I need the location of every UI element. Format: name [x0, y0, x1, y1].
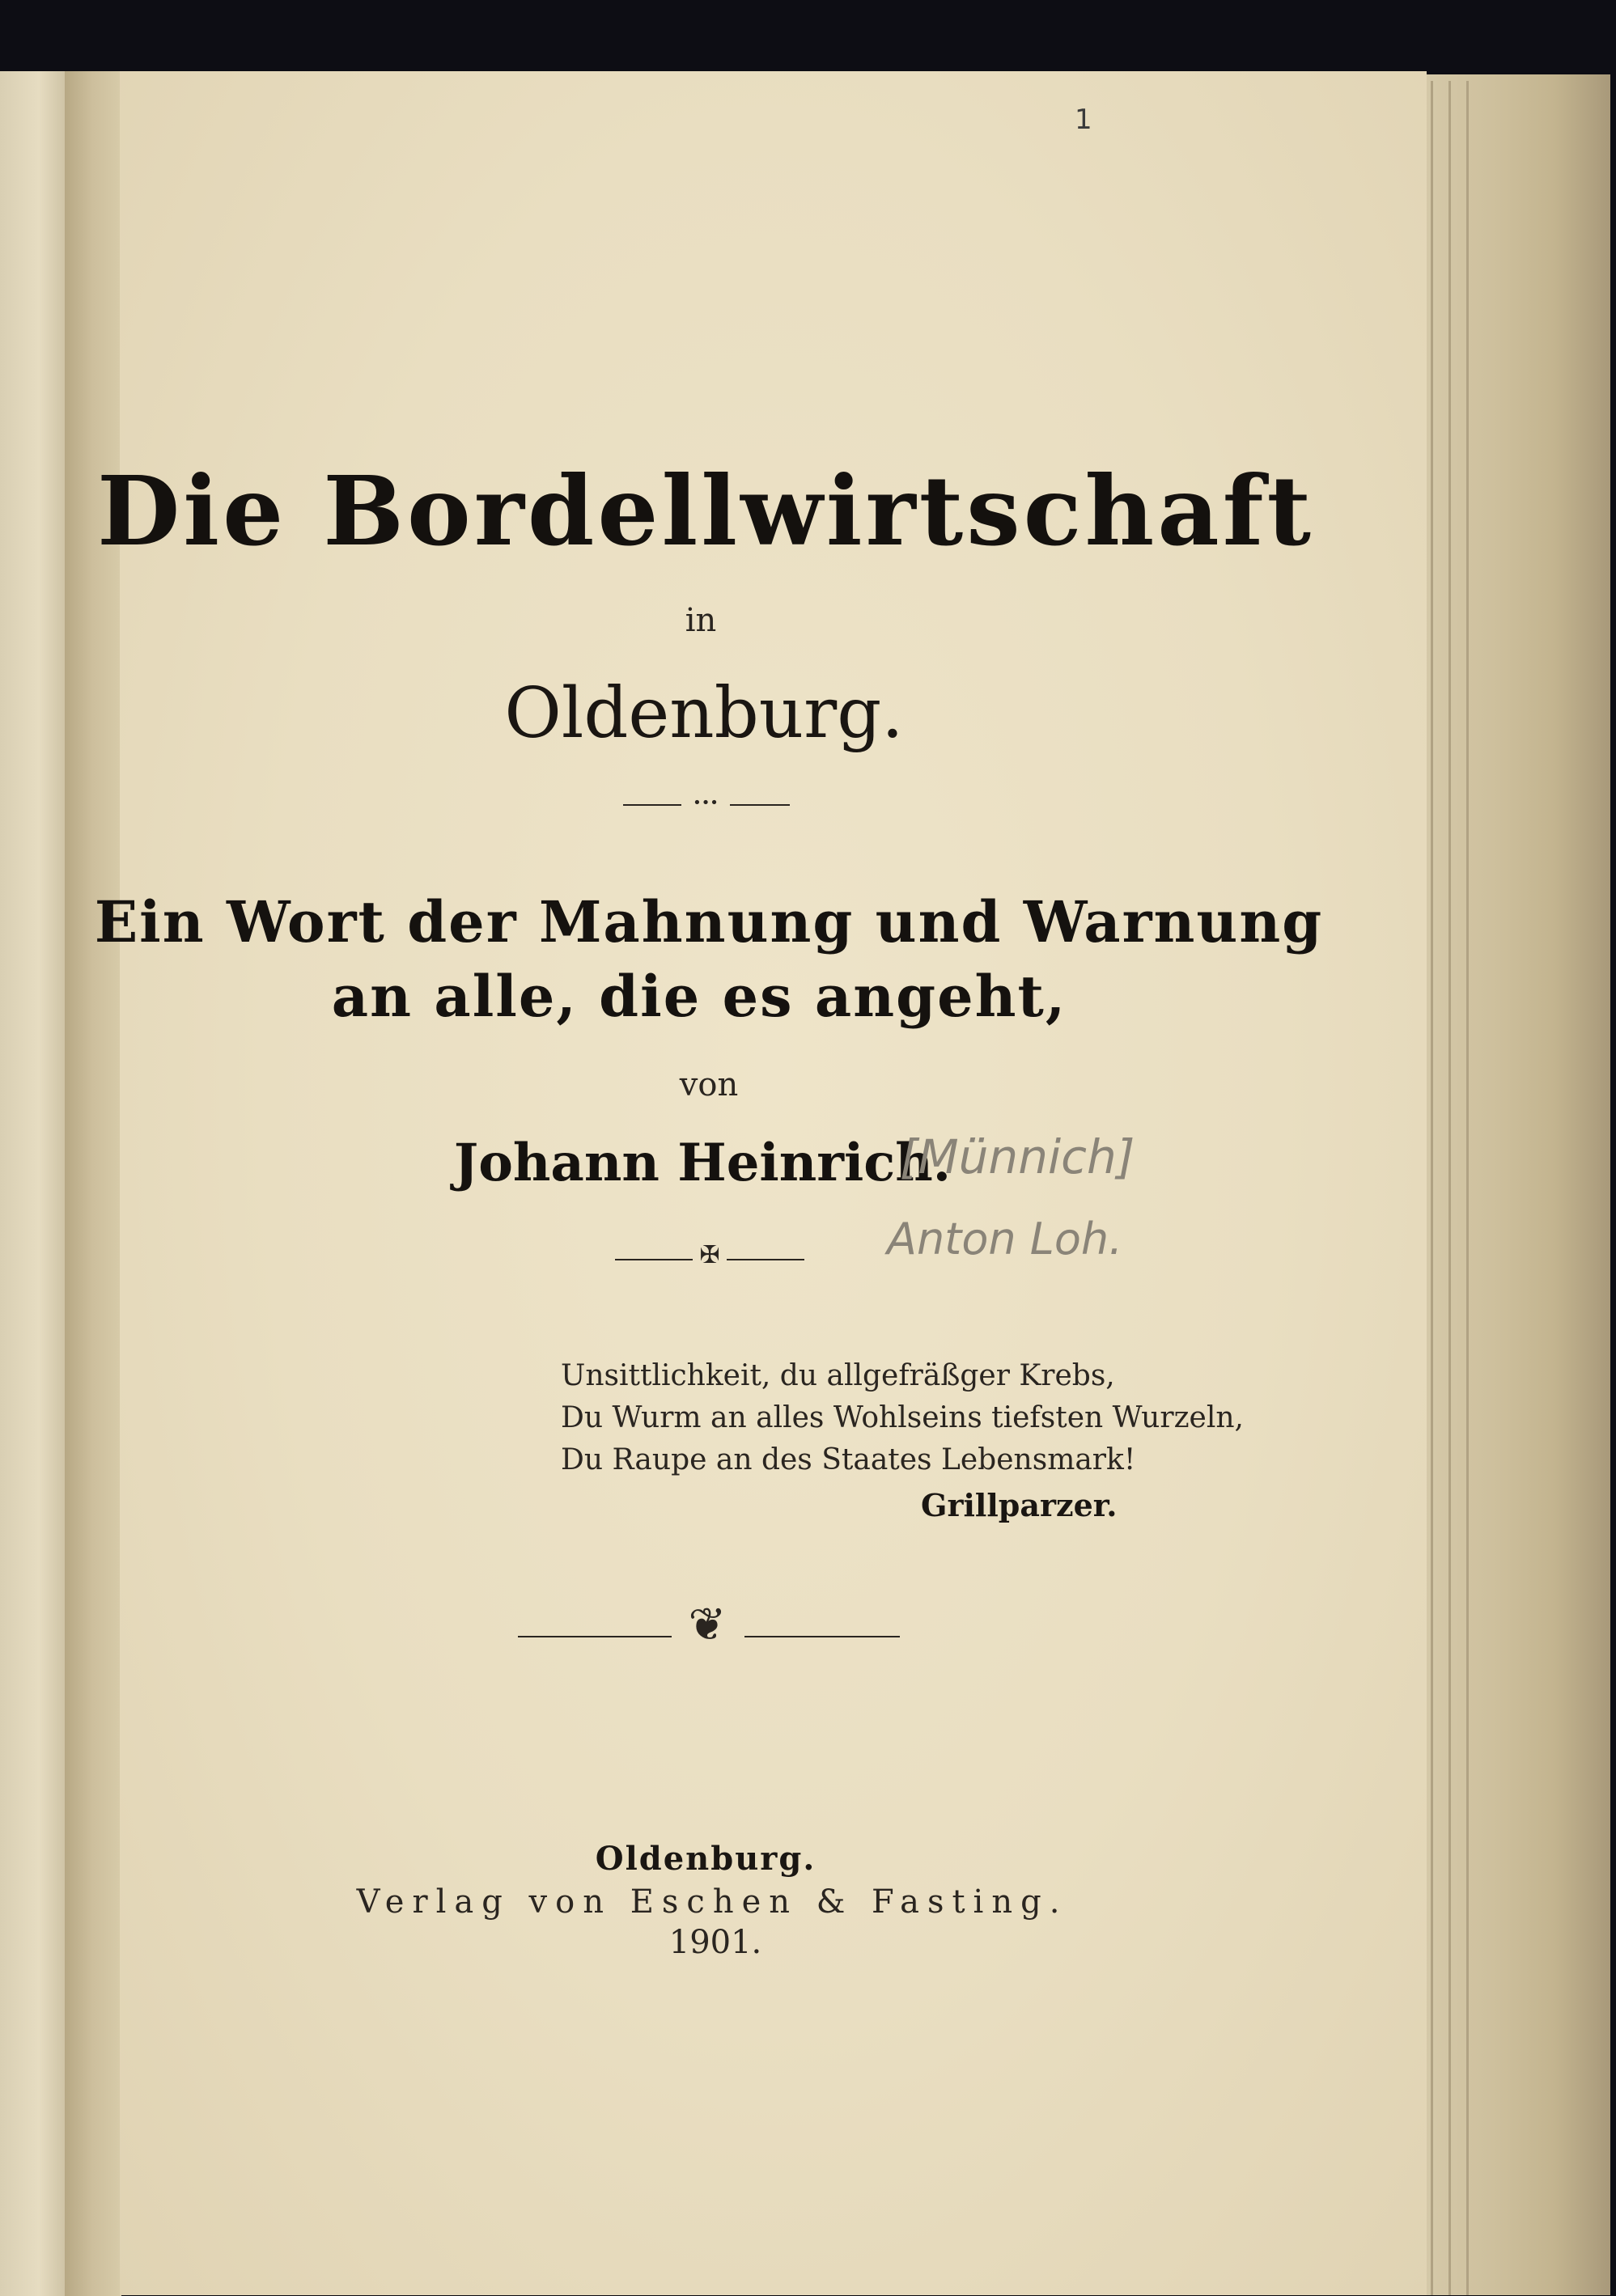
page-number: 1 — [1075, 104, 1092, 136]
main-title: Die Bordellwirtschaft — [96, 455, 1315, 567]
decorative-rule-left — [623, 804, 681, 806]
handwritten-note-annotation: Anton Loh. — [887, 1214, 1123, 1264]
rule-dots-ornament: ••• — [693, 794, 719, 811]
decorative-rule-left — [518, 1636, 672, 1637]
city-title: Oldenburg. — [504, 673, 904, 754]
page-edge-line — [1466, 81, 1469, 2295]
page-edge-line — [1431, 81, 1433, 2295]
byline-connector: von — [679, 1066, 739, 1104]
imprint-publisher: Verlag von Eschen & Fasting. — [356, 1883, 1068, 1921]
handwritten-note-name: [Münnich] — [900, 1129, 1135, 1184]
cross-ornament-icon: ✠ — [699, 1241, 720, 1269]
decorative-rule-left — [615, 1259, 693, 1260]
book-gutter — [65, 71, 121, 2296]
imprint-year: 1901. — [668, 1924, 762, 1961]
decorative-rule-right — [730, 804, 790, 806]
page-stack-edge — [1424, 74, 1610, 2295]
epigraph-line: Unsittlichkeit, du allgefräßger Krebs, — [561, 1359, 1115, 1392]
author-name: Johann Heinrich. — [453, 1133, 952, 1193]
title-connector: in — [685, 602, 717, 639]
epigraph-author: Grillparzer. — [921, 1487, 1118, 1523]
epigraph-line: Du Raupe an des Staates Lebensmark! — [561, 1443, 1136, 1476]
decorative-rule-right — [727, 1259, 804, 1260]
epigraph-line: Du Wurm an alles Wohlseins tiefsten Wurzeln, — [561, 1401, 1244, 1434]
decorative-rule-right — [744, 1636, 900, 1637]
facing-page-edge — [0, 71, 65, 2296]
page-edge-line — [1448, 81, 1451, 2295]
fleuron-icon: ❦ — [688, 1599, 727, 1651]
imprint-city: Oldenburg. — [595, 1840, 816, 1878]
subtitle-line-1: Ein Wort der Mahnung und Warnung — [94, 888, 1324, 955]
subtitle-line-2: an alle, die es angeht, — [331, 963, 1067, 1030]
